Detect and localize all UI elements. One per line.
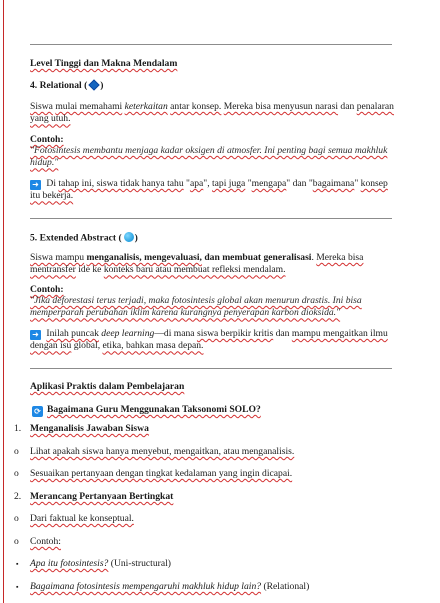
paragraph-extended-abstract — [30, 252, 394, 277]
diamond-icon — [89, 79, 100, 90]
page-margin-line — [3, 0, 4, 603]
list-marker: 2. — [14, 491, 22, 502]
text-run: " — [245, 178, 252, 189]
text-run: konsep itu bekerja. — [30, 178, 388, 202]
text-run: Mereka bisa menyusun narasi — [223, 101, 339, 112]
text-run: mampu mengaitkan ilmu dengan isu — [30, 328, 388, 352]
list-marker: ▪ — [16, 583, 19, 591]
arrow-right-icon: ➜ — [30, 180, 41, 190]
note-extended-abstract — [30, 328, 394, 353]
text-run: etika, bahkan masa depan. — [102, 340, 204, 352]
text-run: dan membuat generalisasi — [204, 252, 312, 263]
list-item-text: Contoh: — [30, 536, 61, 547]
arrow-right-icon: ➜ — [30, 330, 41, 340]
example-text-extended: "Jika deforestasi terus terjadi, maka fotosintesis global akan menurun drastis. Ini bisa memperparah perubahan iklim karena kurangnya penyerapan karbon dioksida." — [30, 295, 362, 319]
text-run: Inilah puncak — [46, 328, 99, 339]
text-run: global, — [71, 340, 103, 352]
text-run: dan — [338, 101, 357, 112]
text-run: menganalisis, mengevaluasi, — [86, 252, 202, 263]
circle-icon — [124, 232, 134, 242]
list-marker: o — [14, 468, 19, 479]
text-run: konteks baru atau membuat refleksi mendalam. — [103, 264, 286, 276]
paragraph-relational — [30, 101, 394, 126]
note-relational — [30, 178, 394, 203]
subheading-taksonomi: ⟳ Bagaimana Guru Menggunakan Taksonomi SOLO? — [32, 404, 396, 417]
list-marker: o — [14, 536, 19, 547]
horizontal-rule — [30, 368, 392, 369]
list-marker: o — [14, 446, 19, 457]
section-title-level-tinggi: Level Tinggi dan Makna Mendalam — [30, 58, 178, 69]
text-run: tahap ini, siswa tidak hanya tahu — [58, 178, 184, 189]
heading-extended-abstract: 5. Extended Abstract ( ) — [30, 232, 138, 244]
list-marker: o — [14, 513, 19, 524]
list-item-level: (Uni-structural) — [108, 558, 171, 569]
text-run: Siswa — [30, 101, 53, 112]
text-run: ", — [203, 178, 212, 189]
text-run: apa — [189, 178, 204, 189]
text-run: Siswa mampu — [30, 252, 85, 263]
text-run: siswa berpikir kritis — [196, 328, 274, 339]
text-run: deep learning — [101, 328, 155, 339]
list-item-text: Lihat apakah siswa hanya menyebut, mengaitkan, atau menganalisis. — [30, 446, 295, 457]
text-run: mulai memahami — [55, 101, 123, 112]
text-run: keterkaitan — [124, 101, 168, 112]
refresh-icon: ⟳ — [32, 406, 43, 417]
list-item-text — [30, 581, 309, 593]
text-run: " — [354, 178, 361, 189]
list-marker: ▪ — [16, 560, 19, 568]
text-run: tapi juga — [212, 178, 246, 189]
list-item-question: Apa itu fotosintesis? — [30, 558, 109, 569]
text-run: antar konsep. — [170, 101, 222, 112]
list-marker: 1. — [14, 423, 22, 434]
list-item-text: Merancang Pertanyaan Bertingkat — [30, 491, 174, 502]
text-run: penalaran yang utuh. — [30, 101, 394, 125]
text-run: " — [183, 178, 190, 189]
list-item-level: (Relational) — [261, 581, 310, 592]
example-label-extended: Contoh: — [30, 284, 64, 295]
text-run: Mereka bisa mentransfer — [30, 252, 364, 276]
text-run: " dan " — [286, 178, 313, 189]
list-item-text: Dari faktual ke konseptual. — [30, 513, 134, 524]
list-item-text — [30, 558, 171, 570]
list-item-text: Sesuaikan pertanyaan dengan tingkat kedalaman yang ingin dicapai. — [30, 468, 293, 479]
text-run: . — [311, 252, 317, 263]
heading-relational: 4. Relational ( ) — [30, 80, 104, 91]
text-run: bagaimana — [312, 178, 355, 189]
example-text-relational: "Fotosintesis membantu menjaga kadar oksigen di atmosfer. Ini penting bagi semua makhluk hidup." — [30, 145, 388, 169]
text-run: Di — [44, 178, 59, 189]
list-item-text: Menganalisis Jawaban Siswa — [30, 423, 149, 434]
horizontal-rule — [30, 44, 392, 45]
text-run: mengapa — [251, 178, 287, 189]
example-label-relational: Contoh: — [30, 134, 64, 145]
text-run: ide ke — [75, 264, 104, 276]
horizontal-rule — [30, 218, 392, 219]
text-run: —di mana — [154, 328, 197, 339]
text-run: dan — [273, 328, 292, 339]
list-item-question: Bagaimana fotosintesis mempengaruhi makhluk hidup lain? — [30, 581, 262, 592]
section-title-aplikasi: Aplikasi Praktis dalam Pembelajaran — [30, 381, 185, 392]
